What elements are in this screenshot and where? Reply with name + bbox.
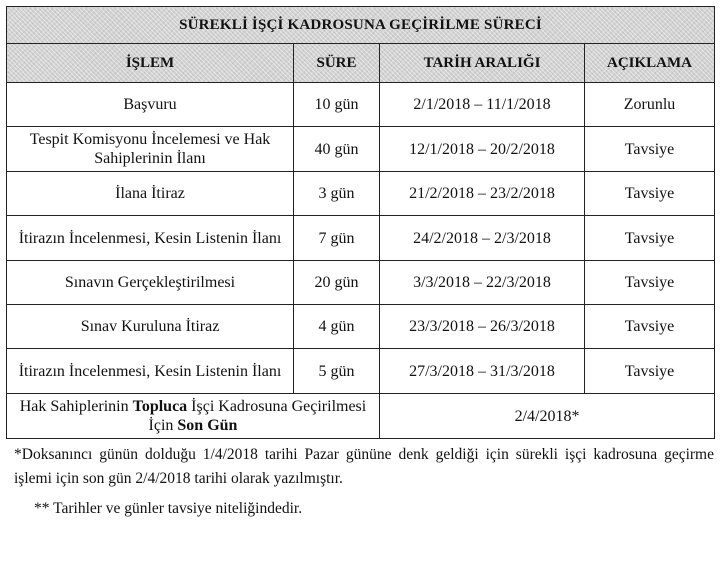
final-label-part1: Hak Sahiplerinin <box>19 398 133 415</box>
cell-islem: Sınavın Gerçekleştirilmesi <box>7 261 294 305</box>
cell-islem: İlana İtiraz <box>7 172 294 216</box>
cell-aciklama: Zorunlu <box>585 83 715 127</box>
table-row <box>7 349 715 394</box>
table-row <box>7 127 715 172</box>
table-row <box>7 261 715 305</box>
table-title: SÜREKLİ İŞÇİ KADROSUNA GEÇİRİLME SÜRECİ <box>7 7 715 44</box>
final-row <box>7 394 715 439</box>
cell-aciklama: Tavsiye <box>585 305 715 349</box>
cell-islem: Başvuru <box>7 83 294 127</box>
cell-tarih: 24/2/2018 – 2/3/2018 <box>380 216 585 261</box>
footnote-1: *Doksanıncı günün dolduğu 1/4/2018 tarihi Pazar gününe denk geldiği için sürekli işçi kadrosuna geçirme işlemi için son gün 2/4/2018 tarihi olarak yazılmıştır. <box>14 446 714 487</box>
header-tarih-araligi: TARİH ARALIĞI <box>380 44 585 83</box>
footnotes <box>6 443 714 521</box>
cell-sure: 20 gün <box>294 261 380 305</box>
cell-sure: 3 gün <box>294 172 380 216</box>
cell-tarih: 12/1/2018 – 20/2/2018 <box>380 127 585 172</box>
header-islem: İŞLEM <box>7 44 294 83</box>
cell-islem: İtirazın İncelenmesi, Kesin Listenin İlanı <box>7 349 294 394</box>
cell-tarih: 3/3/2018 – 22/3/2018 <box>380 261 585 305</box>
cell-tarih: 27/3/2018 – 31/3/2018 <box>380 349 585 394</box>
final-label-bold-son-gun: Son Gün <box>177 417 238 434</box>
cell-islem: İtirazın İncelenmesi, Kesin Listenin İlanı <box>7 216 294 261</box>
cell-tarih: 2/1/2018 – 11/1/2018 <box>380 83 585 127</box>
table-row <box>7 83 715 127</box>
cell-aciklama: Tavsiye <box>585 127 715 172</box>
cell-aciklama: Tavsiye <box>585 216 715 261</box>
final-label-part2: İşçi Kadrosuna Geçirilmesi İçin <box>148 398 367 434</box>
cell-sure: 4 gün <box>294 305 380 349</box>
table-row <box>7 172 715 216</box>
final-row-date: 2/4/2018* <box>380 394 715 439</box>
cell-tarih: 21/2/2018 – 23/2/2018 <box>380 172 585 216</box>
final-row-label <box>7 394 380 439</box>
cell-aciklama: Tavsiye <box>585 349 715 394</box>
cell-tarih: 23/3/2018 – 26/3/2018 <box>380 305 585 349</box>
cell-islem: Tespit Komisyonu İncelemesi ve Hak Sahiplerinin İlanı <box>7 127 294 172</box>
header-sure: SÜRE <box>294 44 380 83</box>
footnote-2: ** Tarihler ve günler tavsiye niteliğindedir. <box>34 500 303 517</box>
cell-sure: 5 gün <box>294 349 380 394</box>
cell-aciklama: Tavsiye <box>585 172 715 216</box>
table-row <box>7 216 715 261</box>
table-row <box>7 305 715 349</box>
cell-sure: 10 gün <box>294 83 380 127</box>
header-aciklama: AÇIKLAMA <box>585 44 715 83</box>
document <box>6 6 714 521</box>
cell-sure: 7 gün <box>294 216 380 261</box>
cell-sure: 40 gün <box>294 127 380 172</box>
cell-islem: Sınav Kuruluna İtiraz <box>7 305 294 349</box>
process-table <box>6 6 715 439</box>
cell-aciklama: Tavsiye <box>585 261 715 305</box>
final-label-bold-topluca: Topluca <box>132 398 188 415</box>
